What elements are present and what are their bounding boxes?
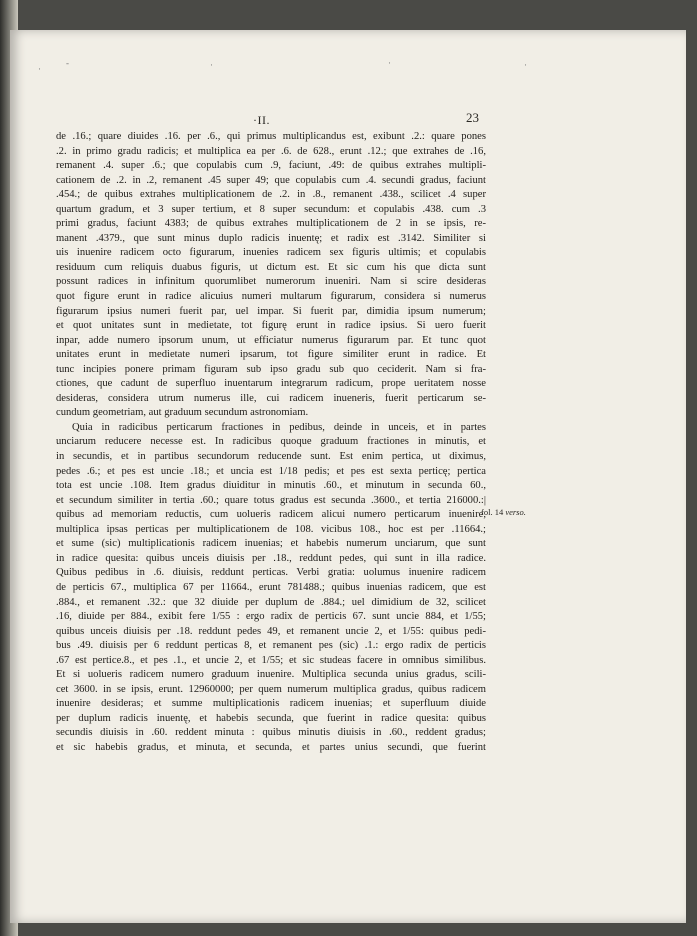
text-line: inuenire desideras; et summe multiplicationis radicem inuenias; et superfluum diuide — [56, 698, 486, 710]
text-line: Quibus pedibus in .6. diuisis, reddunt perticas. Verbi gratia: uolumus inuenire radicem — [56, 567, 486, 579]
text-line: primi gradus, faciunt 4383; de quibus extrahes multiplicationem de 2 in se ipsis, re- — [56, 218, 486, 230]
text-line: per duplum radicis inuentę, et habebis secunda, que fuerint in radice quesita: quibus — [56, 712, 486, 724]
text-line: et sume (sic) multiplicationis radicem inuenias; et habebis numerum unciarum, que sunt — [56, 538, 486, 550]
text-line: quibus unceis diuisis per .18. reddunt pedes 49, et remanent uncie 2, et 1/55: quibus pedi- — [56, 625, 486, 637]
text-line: .67 est pertice.8., et pes .1., et uncie 2, et 1/55; et sic studeas facere in omnibus similibus. — [56, 654, 486, 666]
text-line: et quot unitates sunt in medietate, tot figurę erunt in radice ipsius. Si uero fuerit — [56, 320, 486, 332]
margin-note-folio: fol. 14 — [481, 507, 504, 517]
text-line: quot figure erunt in radice alicuius numeri multarum figurarum, considera si numerus — [56, 291, 486, 303]
text-line: secundis diuisis in .60. reddent minuta : quibus minutis diuisis in .60., reddent gradus; — [56, 727, 486, 739]
text-line: .454.; de quibus extrahes multiplicationem de .2. in .8., remanent .438., scilicet .4 super — [56, 189, 486, 201]
paper-speck: · — [38, 64, 41, 74]
text-line: et secundum similiter in tertia .60.; quare totus gradus est secunda .3600., et tertia 216000.:| — [56, 494, 486, 506]
text-line: unitates erunt in medietate numeri ipsarum, tot figure similiter erunt in radice. Et — [56, 349, 486, 361]
text-line: cationem de .2. in .2, remanent .45 super 49; que copulabis cum .4. secundi gradus, faciunt — [56, 174, 486, 186]
text-line: .16, diuide per 884., exibit fere 1/55 : ergo radix de perticis 67. sunt uncie 884, et 1/55; — [56, 611, 486, 623]
text-line: in secundis, et in partibus secundorum reducende sunt. Est enim pertica, ut diximus, — [56, 451, 486, 463]
paper-speck: - — [66, 58, 69, 68]
paper-speck: · — [524, 60, 527, 70]
text-line: cet 3600. in se ipsis, erunt. 12960000; per quem numerum multiplica gradus, quibus radicem — [56, 683, 486, 695]
text-line: pedes .6.; et pes est uncie .18.; et uncia est 1/18 pedis; et pes est sexta perticę; pertica — [56, 465, 486, 477]
text-line: multiplica ipsas perticas per multiplicationem de 108. vicibus 108., hoc est per .11664.; — [56, 523, 486, 535]
text-line: manent .4379., que sunt minus duplo radicis inuentę; et radix est .3142. Similiter si — [56, 232, 486, 244]
text-line: inpar, adde numero ipsorum unum, ut efficiatur numerus figurarum par. Et tunc quot — [56, 334, 486, 346]
text-line: remanent .4. super .6.; que copulabis cum .9, faciunt, .49: de quibus extrahes multipli- — [56, 160, 486, 172]
text-line: in radice quesita: quibus unceis diuisis per .18., reddunt pedes, qui sunt in illa radice. — [56, 552, 486, 564]
text-line: possunt radices in infinitum quorumlibet numerorum inueniri. Nam si scire desideras — [56, 276, 486, 288]
text-line: Quia in radicibus perticarum fractiones in pedibus, deinde in unceis, et in partes — [72, 421, 486, 433]
text-line: et sic habebis gradus, et minuta, et secunda, et partes unius secundi, que fuerint — [56, 741, 486, 753]
margin-note-verso: verso. — [505, 507, 526, 517]
text-line: cundum geometriam, aut graduum secundum astronomiam. — [56, 407, 309, 419]
running-head: ·II. — [253, 113, 270, 127]
body-text — [56, 130, 486, 756]
text-line: desideras, considera utrum numerus ille, cui radicem inueneris, fuerit perticarum se- — [56, 392, 486, 404]
page-header — [10, 30, 686, 130]
text-line: figurarum ipsius numeri fuerit par, uel impar. Si fuerit par, dimidia ipsum numerum; — [56, 305, 486, 317]
paper-speck: · — [388, 58, 391, 68]
text-line: bus .49. diuisis per 6 reddunt perticas 8, et remanent pes (sic) .1.: ergo radix de perticis — [56, 640, 486, 652]
text-line: de perticis 67., multiplica 67 per 11664., erunt 781488.; quibus inuenias radicem, que est — [56, 581, 486, 593]
text-line: quibus ad memoriam reductis, cum uolueris radicem alicui numero perticarum inuenire, — [56, 509, 486, 521]
text-line: quartum gradum, et 3 super tertium, et 8 super secundum: et copulabis .438. cum .3 — [56, 203, 486, 215]
page-number: 23 — [466, 110, 479, 125]
margin-note — [481, 507, 526, 517]
book-page — [10, 30, 686, 923]
text-line: tunc incipies ponere primam figuram sub ipso gradu sub quo ceciderit. Nam si fra- — [56, 363, 486, 375]
text-line: ctiones, que cadunt de superfluo inuentarum integrarum radicum, prope ueritatem nosse — [56, 378, 486, 390]
text-line: .2. in primo gradu radicis; et multiplica ea per .6. de 628., erunt .12.; que extrahes de .16, — [56, 145, 486, 157]
text-line: .884., et remanent .32.: que 32 diuide per duplum de .884.; uel dimidium de 32, scilicet — [56, 596, 486, 608]
text-line: residuum cum reliquis duabus figuris, ut dictum est. Et sic cum his que dicta sunt — [56, 261, 486, 273]
text-line: tota est uncie .108. Item gradus diuiditur in minutis .60., et minutum in secunda 60., — [56, 480, 486, 492]
text-line: uis inuenire radicem octo figurarum, inuenies radicem sex figuris ultimis; et copulabis — [56, 247, 486, 259]
text-line: unciarum reducere necesse est. In radicibus quoque graduum fractiones in minutis, et — [56, 436, 486, 448]
paper-speck: · — [210, 60, 213, 70]
text-line: de .16.; quare diuides .16. per .6., qui primus multiplicandus est, exibunt .2.: quare pones — [56, 131, 486, 142]
text-line: Et si uolueris radicem numero graduum inuenire. Multiplica secunda unius gradus, scili- — [56, 669, 486, 681]
